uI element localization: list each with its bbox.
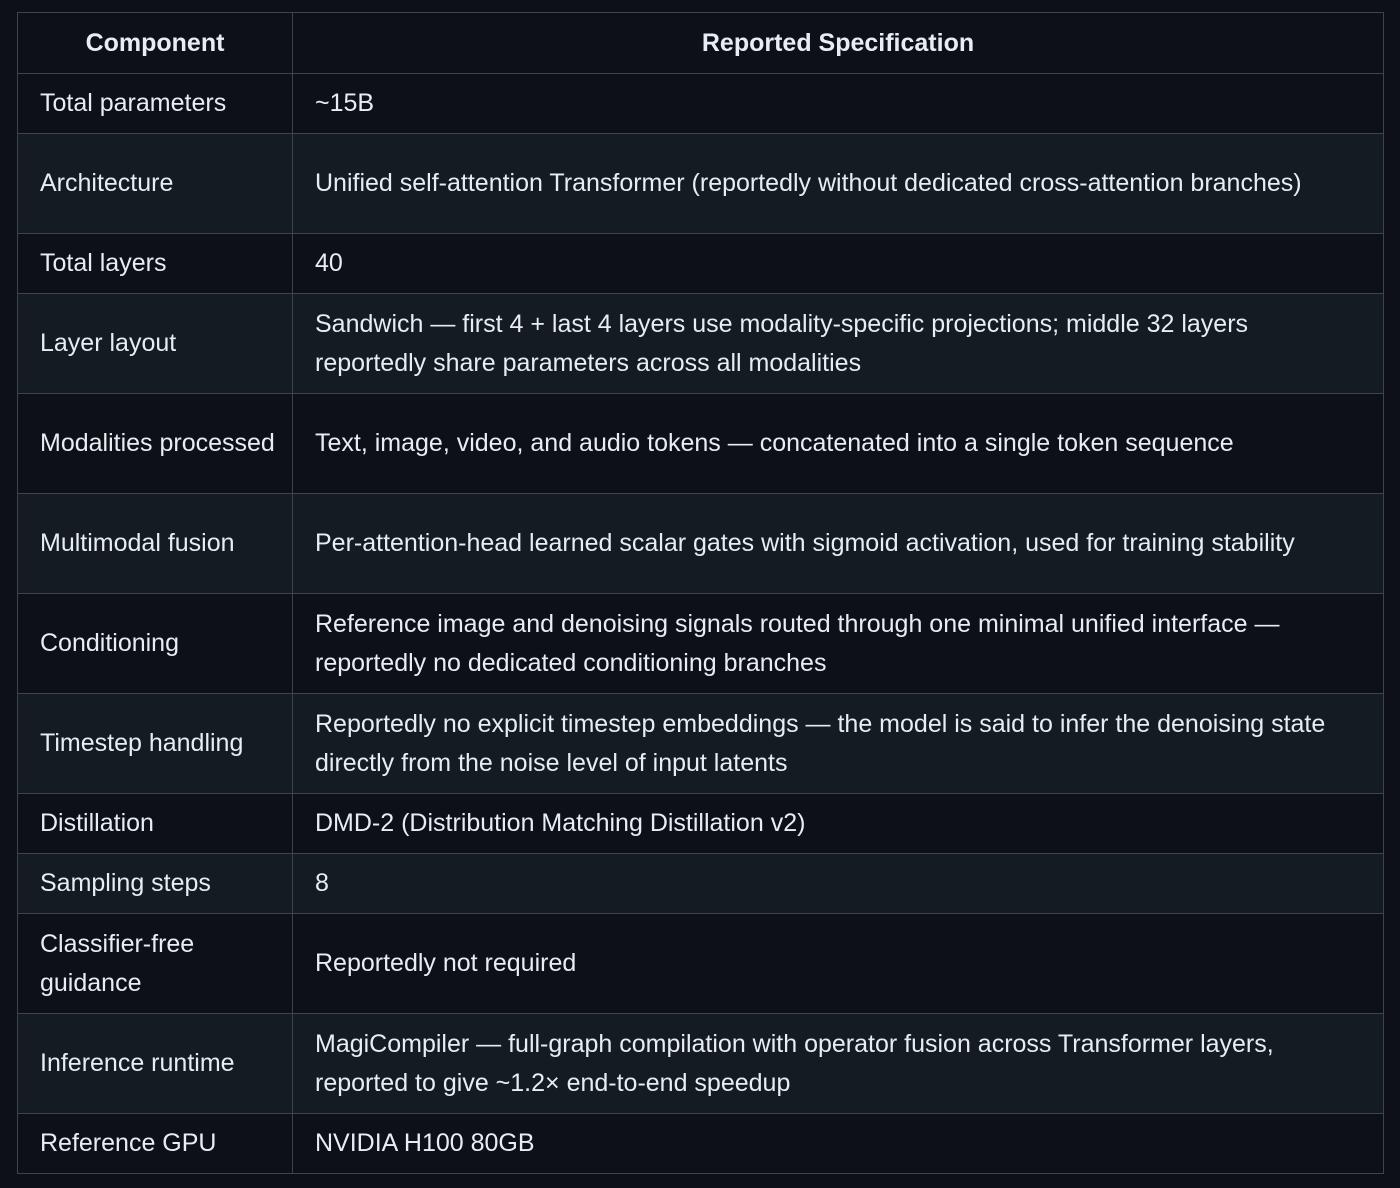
table-row <box>18 394 1384 494</box>
table-row <box>18 794 1384 854</box>
component-cell: Layer layout <box>18 294 293 394</box>
table-row <box>18 854 1384 914</box>
table-row <box>18 1014 1384 1114</box>
table-row <box>18 694 1384 794</box>
spec-table <box>17 12 1384 1174</box>
table-header <box>18 13 1384 74</box>
table-row <box>18 594 1384 694</box>
spec-cell: Reference image and denoising signals routed through one minimal unified interface — reportedly no dedicated conditioning branches <box>293 594 1384 694</box>
spec-cell: 40 <box>293 234 1384 294</box>
table-row <box>18 234 1384 294</box>
component-cell: Inference runtime <box>18 1014 293 1114</box>
header-specification: Reported Specification <box>293 13 1384 74</box>
table-body <box>18 74 1384 1174</box>
spec-cell: Unified self-attention Transformer (reportedly without dedicated cross-attention branches) <box>293 134 1384 234</box>
spec-table-container <box>17 12 1384 1174</box>
component-cell: Total parameters <box>18 74 293 134</box>
spec-cell: NVIDIA H100 80GB <box>293 1114 1384 1174</box>
table-row <box>18 494 1384 594</box>
table-row <box>18 1114 1384 1174</box>
component-cell: Total layers <box>18 234 293 294</box>
spec-cell: MagiCompiler — full-graph compilation with operator fusion across Transformer layers, reported to give ~1.2× end-to-end speedup <box>293 1014 1384 1114</box>
component-cell: Modalities processed <box>18 394 293 494</box>
component-cell: Timestep handling <box>18 694 293 794</box>
header-component: Component <box>18 13 293 74</box>
component-cell: Architecture <box>18 134 293 234</box>
component-cell: Multimodal fusion <box>18 494 293 594</box>
spec-cell: ~15B <box>293 74 1384 134</box>
component-cell: Distillation <box>18 794 293 854</box>
table-row <box>18 134 1384 234</box>
header-row <box>18 13 1384 74</box>
spec-cell: Per-attention-head learned scalar gates with sigmoid activation, used for training stability <box>293 494 1384 594</box>
spec-cell: Text, image, video, and audio tokens — concatenated into a single token sequence <box>293 394 1384 494</box>
table-row <box>18 74 1384 134</box>
table-row <box>18 914 1384 1014</box>
spec-cell: 8 <box>293 854 1384 914</box>
component-cell: Reference GPU <box>18 1114 293 1174</box>
table-row <box>18 294 1384 394</box>
spec-cell: Reportedly not required <box>293 914 1384 1014</box>
spec-cell: DMD-2 (Distribution Matching Distillation v2) <box>293 794 1384 854</box>
component-cell: Conditioning <box>18 594 293 694</box>
spec-cell: Reportedly no explicit timestep embeddings — the model is said to infer the denoising state directly from the noise level of input latents <box>293 694 1384 794</box>
component-cell: Classifier-free guidance <box>18 914 293 1014</box>
spec-cell: Sandwich — first 4 + last 4 layers use modality-specific projections; middle 32 layers reportedly share parameters across all modalities <box>293 294 1384 394</box>
component-cell: Sampling steps <box>18 854 293 914</box>
